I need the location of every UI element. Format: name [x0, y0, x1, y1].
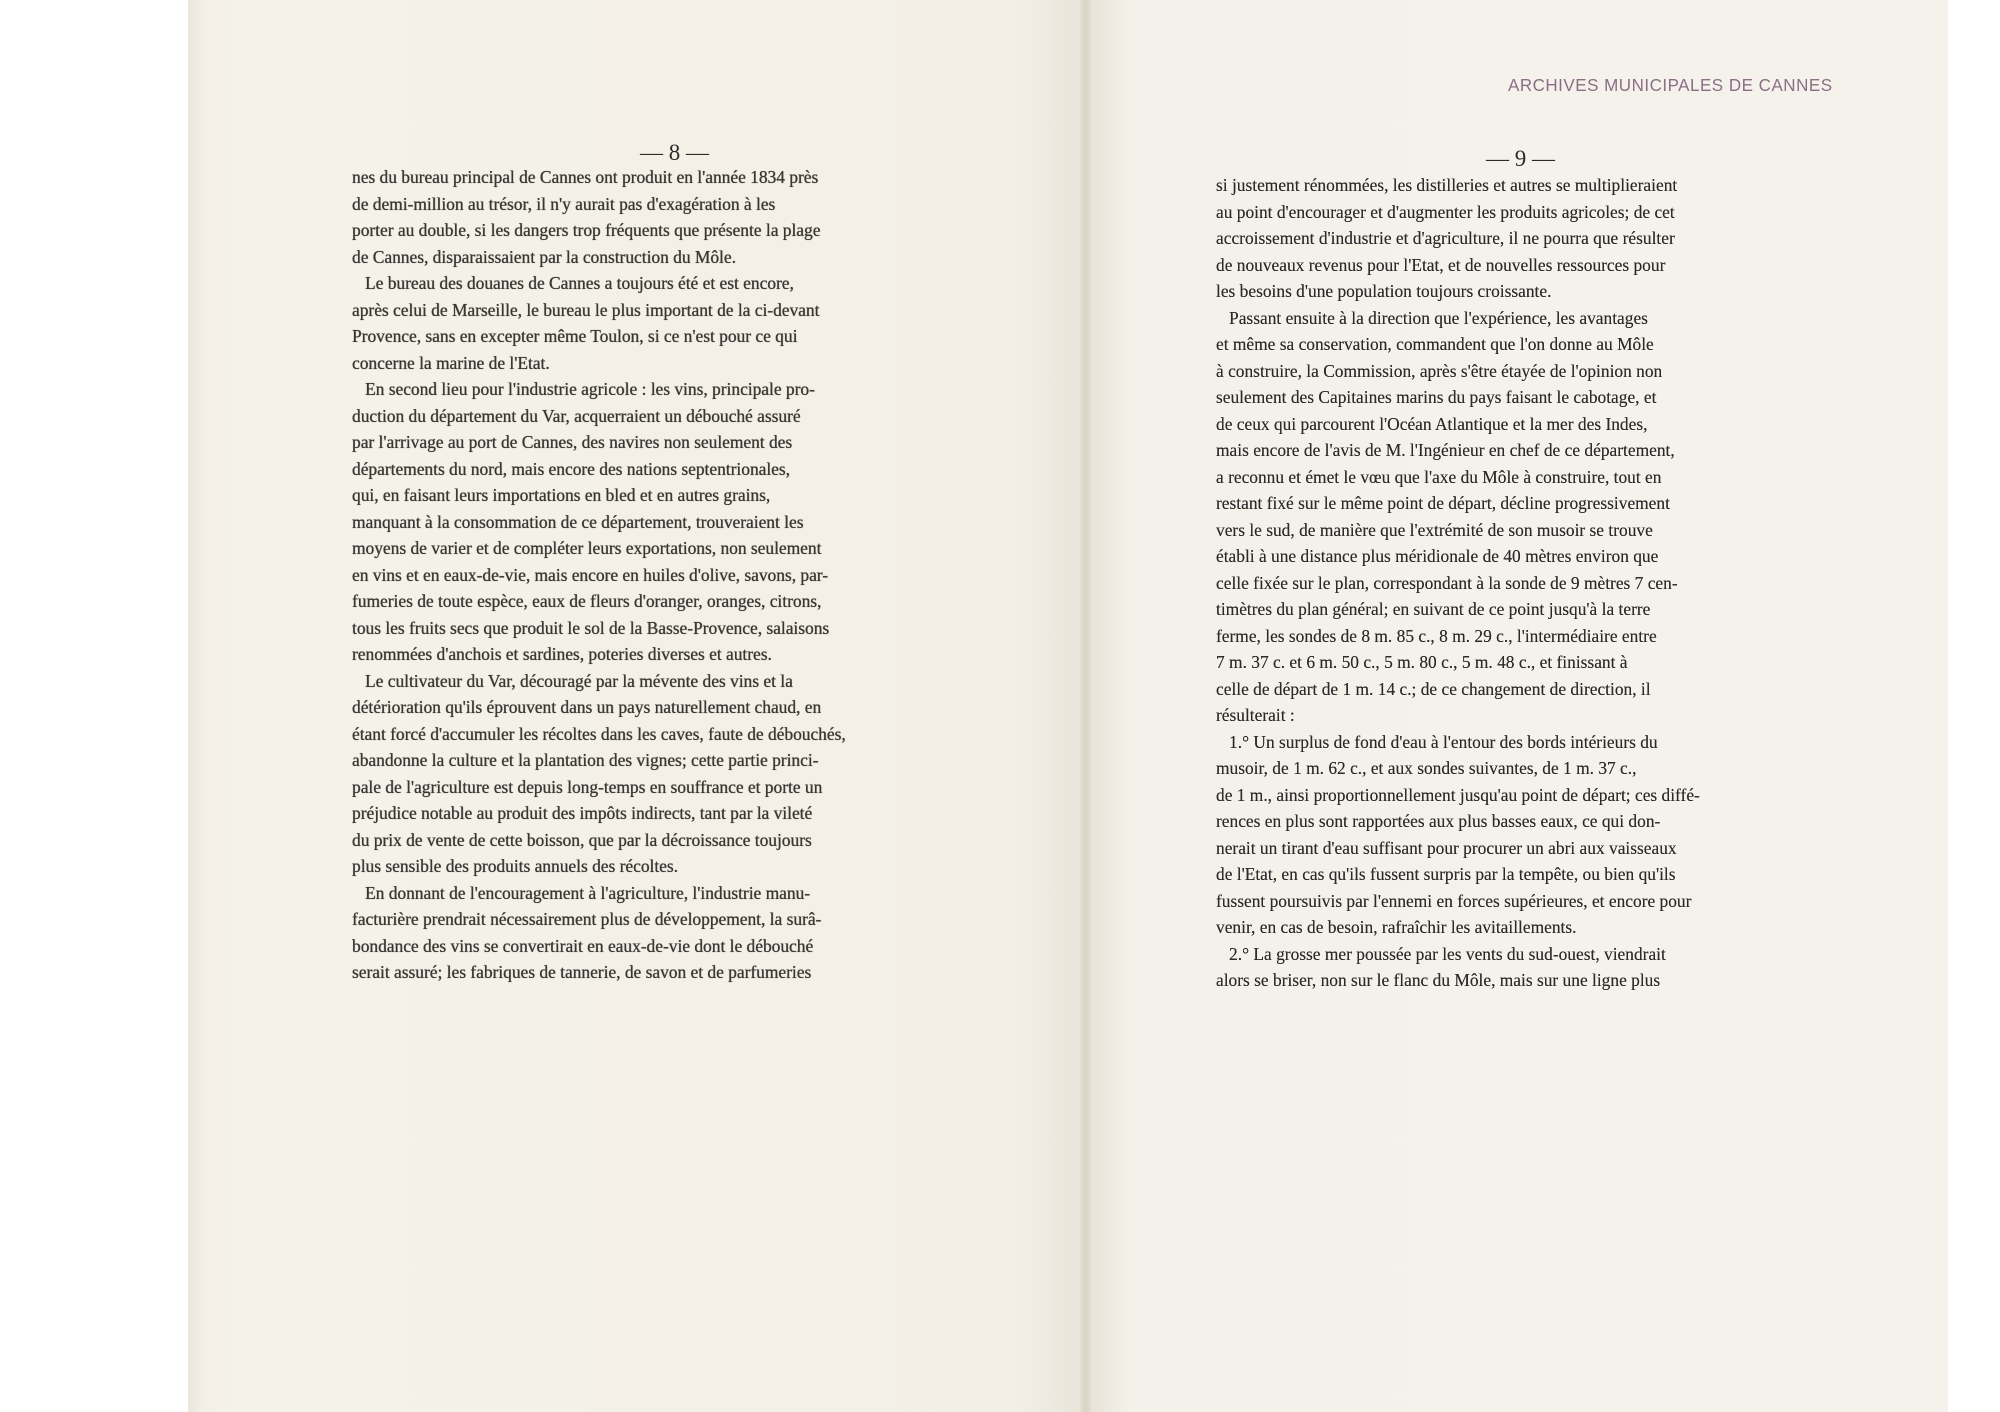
text-line: plus sensible des produits annuels des récoltes. — [352, 856, 679, 876]
text-line: résulterait : — [1216, 705, 1295, 725]
text-line: mais encore de l'avis de M. l'Ingénieur en chef de ce département, — [1216, 440, 1675, 460]
text-line: pale de l'agriculture est depuis long-temps en souffrance et porte un — [352, 776, 823, 797]
text-line: fumeries de toute espèce, eaux de fleurs d'oranger, oranges, citrons, — [352, 591, 822, 611]
text-line: établi à une distance plus méridionale de 40 mètres environ que — [1216, 546, 1659, 566]
text-line: accroissement d'industrie et d'agriculture, il ne pourra que résulter — [1216, 228, 1675, 248]
text-line: 7 m. 37 c. et 6 m. 50 c., 5 m. 80 c., 5 m. 48 c., et finissant à — [1216, 652, 1628, 672]
text-line: rences en plus sont rapportées aux plus basses eaux, ce qui don- — [1216, 811, 1661, 831]
text-line: Le cultivateur du Var, découragé par la mévente des vins et la — [352, 670, 793, 691]
text-line: alors se briser, non sur le flanc du Môle, mais sur une ligne plus — [1216, 970, 1661, 990]
text-line: de nouveaux revenus pour l'Etat, et de nouvelles ressources pour — [1216, 254, 1666, 275]
text-line: Provence, sans en excepter même Toulon, si ce n'est pour ce qui — [352, 326, 798, 346]
left-page-text — [352, 164, 976, 986]
text-line: abandonne la culture et la plantation des vignes; cette partie princi- — [352, 750, 819, 770]
text-line: après celui de Marseille, le bureau le plus important de la ci-devant — [352, 299, 820, 320]
text-line: et même sa conservation, commandent que l'on donne au Môle — [1216, 334, 1654, 354]
text-line: nerait un tirant d'eau suffisant pour procurer un abri aux vaisseaux — [1216, 837, 1677, 858]
text-line: concerne la marine de l'Etat. — [352, 352, 550, 373]
text-line: par l'arrivage au port de Cannes, des navires non seulement des — [352, 432, 793, 452]
left-page-number: — 8 — — [640, 140, 709, 165]
text-line: En second lieu pour l'industrie agricole : les vins, principale pro- — [352, 379, 815, 399]
text-line: détérioration qu'ils éprouvent dans un pays naturellement chaud, en — [352, 697, 822, 717]
left-page-edge — [188, 0, 202, 1412]
text-line: préjudice notable au produit des impôts indirects, tant par la vileté — [352, 803, 813, 823]
text-line: bondance des vins se convertirait en eaux-de-vie dont le débouché — [352, 935, 814, 956]
text-line: qui, en faisant leurs importations en bled et en autres grains, — [352, 485, 771, 505]
text-line: celle fixée sur le plan, correspondant à la sonde de 9 mètres 7 cen- — [1216, 572, 1678, 593]
text-line: fussent poursuivis par l'ennemi en forces supérieures, et encore pour — [1216, 890, 1692, 911]
text-line: étant forcé d'accumuler les récoltes dans les caves, faute de débouchés, — [352, 723, 846, 744]
text-line: seulement des Capitaines marins du pays faisant le cabotage, et — [1216, 387, 1657, 407]
text-line: en vins et en eaux-de-vie, mais encore en huiles d'olive, savons, par- — [352, 564, 829, 585]
archive-stamp: ARCHIVES MUNICIPALES DE CANNES — [1508, 75, 1833, 96]
text-line: départements du nord, mais encore des nations septentrionales, — [352, 458, 791, 479]
text-line: restant fixé sur le même point de départ, décline progressivement — [1216, 493, 1670, 513]
text-line: moyens de varier et de compléter leurs exportations, non seulement — [352, 538, 822, 558]
text-line: duction du département du Var, acquerraient un débouché assuré — [352, 405, 801, 426]
text-line: ferme, les sondes de 8 m. 85 c., 8 m. 29 c., l'intermédiaire entre — [1216, 625, 1657, 646]
text-line: Passant ensuite à la direction que l'expérience, les avantages — [1216, 307, 1648, 328]
text-line: musoir, de 1 m. 62 c., et aux sondes suivantes, de 1 m. 37 c., — [1216, 758, 1637, 778]
text-line: 2.° La grosse mer poussée par les vents du sud-ouest, viendrait — [1216, 943, 1666, 964]
text-line: de ceux qui parcourent l'Océan Atlantique et la mer des Indes, — [1216, 413, 1648, 434]
text-line: facturière prendrait nécessairement plus de développement, la surâ- — [352, 909, 822, 929]
text-line: de Cannes, disparaissaient par la construction du Môle. — [352, 246, 736, 267]
right-page-text — [1216, 172, 1816, 994]
text-line: vers le sud, de manière que l'extrémité de son musoir se trouve — [1216, 519, 1653, 540]
text-line: serait assuré; les fabriques de tannerie, de savon et de parfumeries — [352, 962, 812, 982]
text-line: porter au double, si les dangers trop fréquents que présente la plage — [352, 220, 821, 240]
book-gutter — [1080, 0, 1092, 1412]
text-line: renommées d'anchois et sardines, poteries diverses et autres. — [352, 644, 772, 664]
text-line: tous les fruits secs que produit le sol de la Basse-Provence, salaisons — [352, 617, 830, 638]
text-line: au point d'encourager et d'augmenter les produits agricoles; de cet — [1216, 201, 1675, 222]
text-line: du prix de vente de cette boisson, que par la décroissance toujours — [352, 829, 812, 850]
right-page-number: — 9 — — [1486, 146, 1555, 171]
text-line: de l'Etat, en cas qu'ils fussent surpris par la tempête, ou bien qu'ils — [1216, 864, 1676, 884]
text-line: manquant à la consommation de ce département, trouveraient les — [352, 511, 804, 532]
text-line: En donnant de l'encouragement à l'agriculture, l'industrie manu- — [352, 882, 811, 903]
text-line: de demi-million au trésor, il n'y aurait pas d'exagération à les — [352, 193, 776, 214]
text-line: celle de départ de 1 m. 14 c.; de ce changement de direction, il — [1216, 678, 1651, 699]
text-line: 1.° Un surplus de fond d'eau à l'entour des bords intérieurs du — [1216, 731, 1658, 752]
text-line: nes du bureau principal de Cannes ont produit en l'année 1834 près — [352, 167, 819, 187]
text-line: venir, en cas de besoin, rafraîchir les avitaillements. — [1216, 917, 1577, 937]
text-line: Le bureau des douanes de Cannes a toujours été et est encore, — [352, 273, 794, 293]
text-line: a reconnu et émet le vœu que l'axe du Môle à construire, tout en — [1216, 466, 1662, 487]
text-line: timètres du plan général; en suivant de ce point jusqu'à la terre — [1216, 599, 1651, 619]
text-line: de 1 m., ainsi proportionnellement jusqu'au point de départ; ces diffé- — [1216, 784, 1700, 805]
text-line: à construire, la Commission, après s'être étayée de l'opinion non — [1216, 360, 1663, 381]
text-line: si justement rénommées, les distilleries et autres se multiplieraient — [1216, 175, 1678, 195]
text-line: les besoins d'une population toujours croissante. — [1216, 281, 1552, 301]
